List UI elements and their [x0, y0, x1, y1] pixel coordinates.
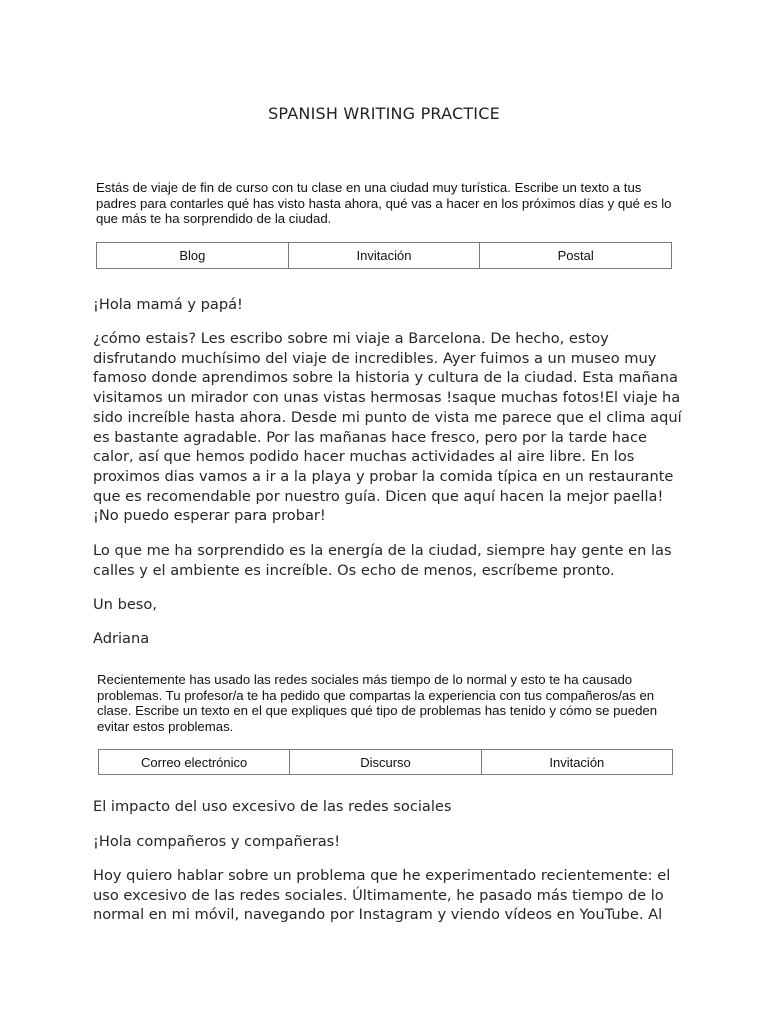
task2-prompt: Recientemente has usado las redes sociales más tiempo de lo normal y esto te ha causado problemas. Tu profesor/a te ha pedido que compartas la experiencia con tus compañeros/as en clase. Escribe un texto en el que expliques qué tipo de problemas has tenido y cómo se pueden evitar estos problemas.: [97, 672, 658, 734]
letter1-paragraph-1: ¿cómo estais? Les escribo sobre mi viaje a Barcelona. De hecho, estoy disfrutando muchísimo del viaje de incredibles. Ayer fuimos a un museo muy famoso donde aprendimos sobre la historia y cultura de la ciudad. Esta mañana visitamos un mirador con unas vistas hermosas !saque muchas fotos!El viaje ha sido increíble hasta ahora. Desde mi punto de vista me parece que el clima aquí es bastante agradable. Por las mañanas hace fresco, pero por la tarde hace calor, así que hemos podido hacer muchas actividades al aire libre. En los proximos dias vamos a ir a la playa y probar la comida típica en un restaurante que es recomendable por nuestro guía. Dicen que aquí hacen la mejor paella! ¡No puedo esperar para probar!: [93, 330, 682, 525]
text2-greeting: ¡Hola compañeros y compañeras!: [93, 833, 341, 850]
task1-option-blog: Blog: [97, 243, 289, 268]
task1-text-type-table: [96, 242, 672, 269]
task2-option-correo: Correo electrónico: [99, 750, 290, 774]
letter1-paragraph-2: Lo que me ha sorprendido es la energía de la ciudad, siempre hay gente en las calles y el ambiente es increíble. Os echo de menos, escríbeme pronto.: [93, 542, 672, 579]
task1-option-invitacion: Invitación: [289, 243, 481, 268]
task1-option-postal: Postal: [557, 248, 594, 263]
task1-prompt: Estás de viaje de fin de curso con tu clase en una ciudad muy turística. Escribe un texto a tus padres para contarles qué has visto hasta ahora, qué vas a hacer en los próximos días y qué es lo que más te ha sorprendido de la ciudad.: [96, 180, 672, 226]
letter1-signature: Adriana: [93, 630, 150, 647]
text2-title: El impacto del uso excesivo de las redes sociales: [93, 798, 452, 815]
task2-text-type-table: [98, 749, 673, 775]
text2-paragraph-1: Hoy quiero hablar sobre un problema que he experimentado recientemente: el uso excesivo de las redes sociales. Últimamente, he pasado más tiempo de lo normal en mi móvil, navegando por Instagram y viendo vídeos en YouTube. Al: [93, 867, 671, 924]
task2-option-discurso: Discurso: [290, 750, 481, 774]
document-title: SPANISH WRITING PRACTICE: [268, 104, 500, 123]
letter1-closing: Un beso,: [93, 596, 157, 613]
letter1-greeting: ¡Hola mamá y papá!: [93, 296, 243, 313]
task2-option-invitacion: Invitación: [549, 754, 605, 770]
